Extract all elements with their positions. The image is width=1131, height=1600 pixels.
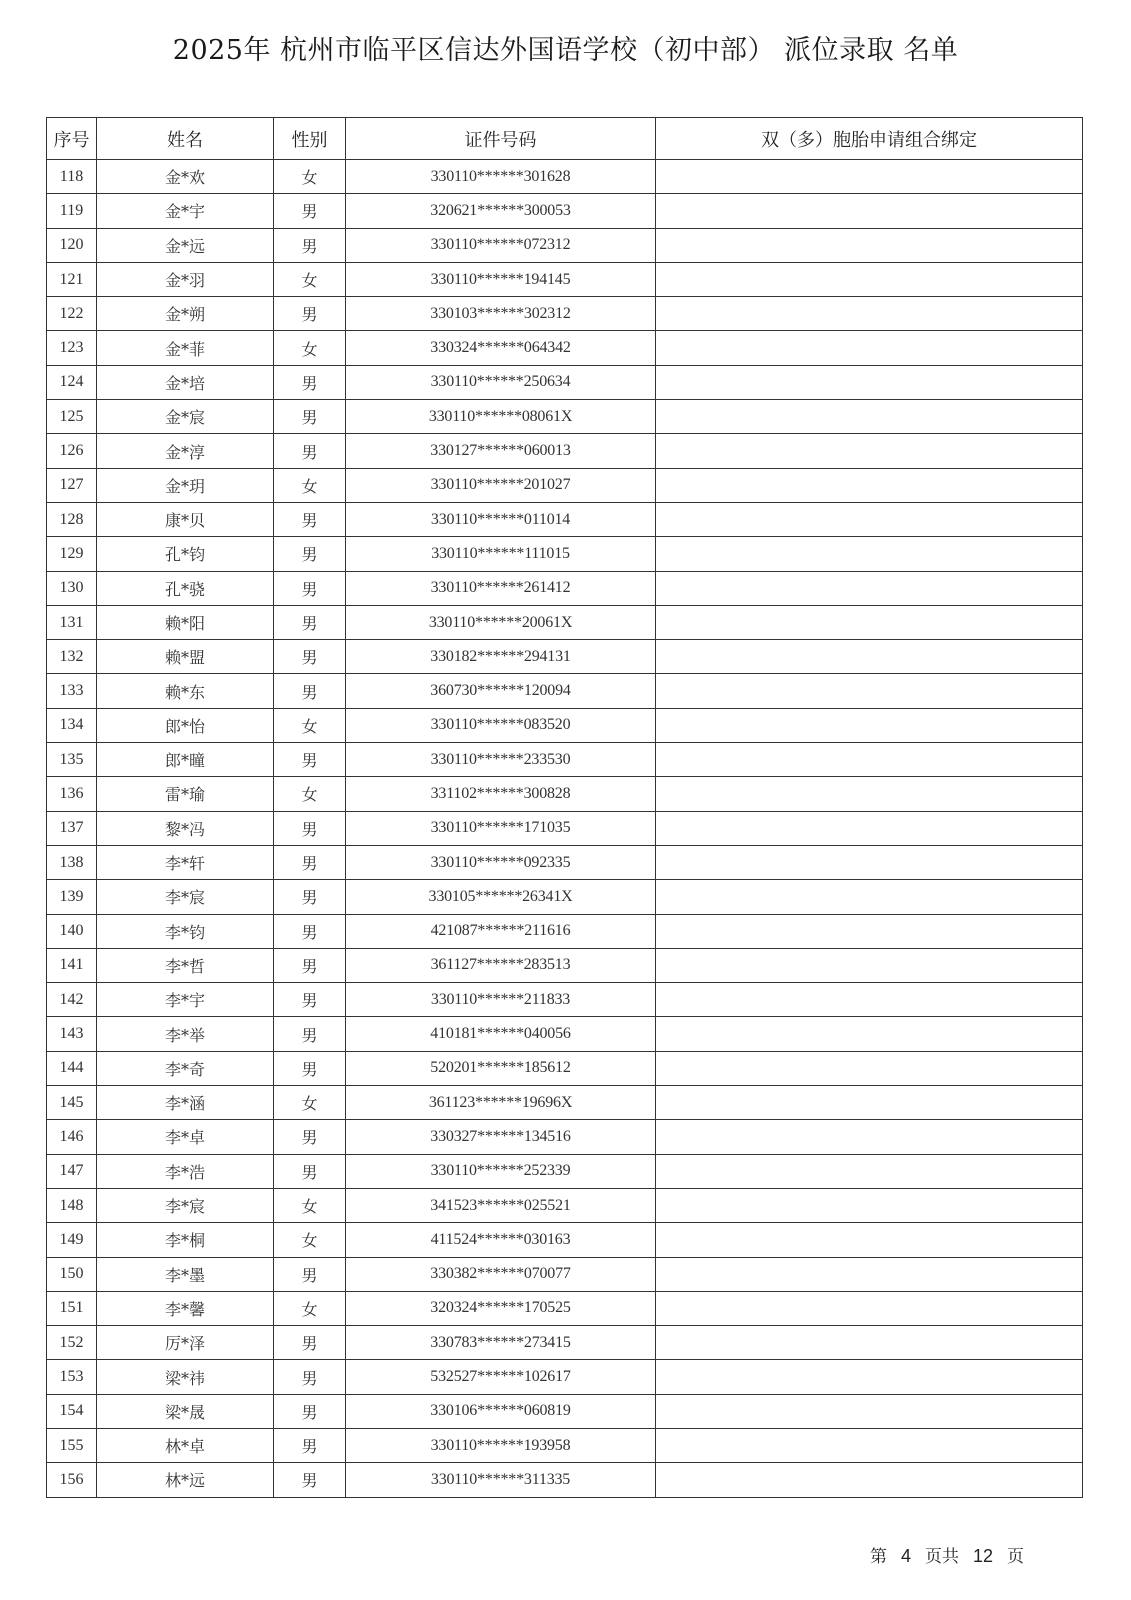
cell-id-number: 330110******08061X [346,400,656,434]
table-row [47,743,1083,777]
cell-gender: 男 [274,194,346,228]
cell-index: 122 [47,297,97,331]
table-row [47,1326,1083,1360]
cell-index: 137 [47,811,97,845]
cell-twins-binding [656,537,1083,571]
cell-name: 孔*钧 [97,537,274,571]
cell-id-number: 330110******201027 [346,468,656,502]
cell-name: 金*菲 [97,331,274,365]
table-row [47,674,1083,708]
cell-twins-binding [656,331,1083,365]
cell-name: 李*宸 [97,880,274,914]
cell-gender: 男 [274,297,346,331]
table-row [47,1051,1083,1085]
cell-name: 李*浩 [97,1154,274,1188]
footer-middle: 页共 [925,1547,960,1567]
cell-gender: 男 [274,983,346,1017]
cell-gender: 女 [274,160,346,194]
cell-gender: 女 [274,708,346,742]
cell-gender: 男 [274,1326,346,1360]
cell-id-number: 330106******060819 [346,1394,656,1428]
cell-id-number: 330127******060013 [346,434,656,468]
footer-prefix: 第 [870,1547,887,1567]
cell-name: 梁*祎 [97,1360,274,1394]
cell-index: 141 [47,948,97,982]
cell-twins-binding [656,880,1083,914]
cell-twins-binding [656,674,1083,708]
table-row [47,1428,1083,1462]
cell-twins-binding [656,948,1083,982]
cell-twins-binding [656,1291,1083,1325]
cell-id-number: 330110******011014 [346,502,656,536]
cell-index: 148 [47,1188,97,1222]
cell-gender: 男 [274,1154,346,1188]
cell-twins-binding [656,228,1083,262]
cell-twins-binding [656,1086,1083,1120]
table-row [47,605,1083,639]
cell-twins-binding [656,1394,1083,1428]
cell-name: 康*贝 [97,502,274,536]
cell-name: 赖*阳 [97,605,274,639]
cell-id-number: 330110******092335 [346,845,656,879]
cell-index: 156 [47,1463,97,1497]
header-index: 序号 [47,118,97,160]
table-row [47,1120,1083,1154]
cell-name: 李*轩 [97,845,274,879]
cell-name: 李*宇 [97,983,274,1017]
cell-twins-binding [656,468,1083,502]
cell-id-number: 330110******252339 [346,1154,656,1188]
cell-twins-binding [656,262,1083,296]
cell-id-number: 330783******273415 [346,1326,656,1360]
cell-id-number: 330110******233530 [346,743,656,777]
cell-twins-binding [656,502,1083,536]
table-row [47,1188,1083,1222]
cell-name: 金*宇 [97,194,274,228]
cell-name: 郎*曈 [97,743,274,777]
cell-id-number: 330110******261412 [346,571,656,605]
cell-gender: 男 [274,1463,346,1497]
cell-id-number: 330182******294131 [346,640,656,674]
table-row [47,434,1083,468]
cell-id-number: 330103******302312 [346,297,656,331]
cell-id-number: 411524******030163 [346,1223,656,1257]
cell-id-number: 330110******111015 [346,537,656,571]
cell-index: 154 [47,1394,97,1428]
cell-id-number: 520201******185612 [346,1051,656,1085]
table-row [47,160,1083,194]
table-row [47,845,1083,879]
cell-index: 118 [47,160,97,194]
cell-name: 金*淳 [97,434,274,468]
cell-gender: 女 [274,1086,346,1120]
cell-twins-binding [656,1223,1083,1257]
cell-index: 145 [47,1086,97,1120]
cell-index: 135 [47,743,97,777]
cell-id-number: 330382******070077 [346,1257,656,1291]
cell-index: 153 [47,1360,97,1394]
page-footer [870,1542,1024,1567]
table-row [47,1463,1083,1497]
table-row [47,948,1083,982]
cell-name: 金*羽 [97,262,274,296]
cell-name: 金*宸 [97,400,274,434]
cell-twins-binding [656,983,1083,1017]
cell-gender: 女 [274,777,346,811]
cell-gender: 男 [274,400,346,434]
cell-index: 131 [47,605,97,639]
cell-gender: 女 [274,1188,346,1222]
cell-index: 151 [47,1291,97,1325]
cell-gender: 男 [274,880,346,914]
cell-twins-binding [656,1188,1083,1222]
cell-name: 李*卓 [97,1120,274,1154]
cell-name: 梁*晟 [97,1394,274,1428]
cell-index: 124 [47,365,97,399]
cell-id-number: 330110******072312 [346,228,656,262]
cell-id-number: 320324******170525 [346,1291,656,1325]
cell-index: 155 [47,1428,97,1462]
cell-twins-binding [656,1463,1083,1497]
cell-name: 李*哲 [97,948,274,982]
cell-name: 李*涵 [97,1086,274,1120]
cell-index: 144 [47,1051,97,1085]
cell-twins-binding [656,1428,1083,1462]
cell-index: 138 [47,845,97,879]
current-page-number: 4 [901,1546,912,1566]
table-row [47,1360,1083,1394]
table-row [47,640,1083,674]
cell-id-number: 330327******134516 [346,1120,656,1154]
cell-name: 林*卓 [97,1428,274,1462]
cell-name: 金*玥 [97,468,274,502]
cell-gender: 男 [274,228,346,262]
cell-id-number: 320621******300053 [346,194,656,228]
admission-table [46,117,1083,1498]
cell-id-number: 331102******300828 [346,777,656,811]
cell-twins-binding [656,1154,1083,1188]
cell-index: 146 [47,1120,97,1154]
cell-gender: 男 [274,743,346,777]
cell-name: 李*墨 [97,1257,274,1291]
cell-index: 150 [47,1257,97,1291]
cell-twins-binding [656,605,1083,639]
cell-index: 126 [47,434,97,468]
cell-name: 黎*冯 [97,811,274,845]
cell-twins-binding [656,777,1083,811]
cell-twins-binding [656,1017,1083,1051]
cell-name: 李*举 [97,1017,274,1051]
cell-index: 140 [47,914,97,948]
cell-twins-binding [656,400,1083,434]
page-title: 2025年 杭州市临平区信达外国语学校（初中部） 派位录取 名单 [172,35,959,66]
cell-gender: 男 [274,1428,346,1462]
table-row [47,1086,1083,1120]
cell-gender: 男 [274,811,346,845]
cell-gender: 男 [274,914,346,948]
table-row [47,262,1083,296]
cell-id-number: 330105******26341X [346,880,656,914]
cell-twins-binding [656,1120,1083,1154]
cell-gender: 男 [274,640,346,674]
cell-gender: 男 [274,537,346,571]
cell-index: 147 [47,1154,97,1188]
cell-gender: 男 [274,1257,346,1291]
cell-twins-binding [656,297,1083,331]
cell-twins-binding [656,811,1083,845]
cell-twins-binding [656,1326,1083,1360]
cell-index: 120 [47,228,97,262]
table-row [47,1223,1083,1257]
table-row [47,777,1083,811]
table-row [47,914,1083,948]
cell-gender: 女 [274,1291,346,1325]
cell-twins-binding [656,845,1083,879]
cell-id-number: 360730******120094 [346,674,656,708]
cell-twins-binding [656,365,1083,399]
cell-gender: 男 [274,948,346,982]
cell-index: 143 [47,1017,97,1051]
cell-name: 雷*瑜 [97,777,274,811]
cell-gender: 女 [274,331,346,365]
cell-index: 134 [47,708,97,742]
table-row [47,1394,1083,1428]
cell-name: 林*远 [97,1463,274,1497]
cell-index: 152 [47,1326,97,1360]
table-row [47,1154,1083,1188]
cell-id-number: 330110******301628 [346,160,656,194]
cell-id-number: 330110******171035 [346,811,656,845]
cell-index: 142 [47,983,97,1017]
cell-gender: 男 [274,571,346,605]
table-row [47,365,1083,399]
cell-id-number: 361127******283513 [346,948,656,982]
header-name: 姓名 [97,118,274,160]
table-body [47,160,1083,1498]
table-row [47,1291,1083,1325]
table-row [47,502,1083,536]
table-row [47,537,1083,571]
cell-gender: 男 [274,674,346,708]
cell-twins-binding [656,1257,1083,1291]
cell-id-number: 330110******20061X [346,605,656,639]
cell-name: 李*钧 [97,914,274,948]
cell-name: 金*朔 [97,297,274,331]
cell-id-number: 410181******040056 [346,1017,656,1051]
cell-twins-binding [656,743,1083,777]
cell-index: 136 [47,777,97,811]
cell-twins-binding [656,640,1083,674]
cell-gender: 女 [274,262,346,296]
cell-twins-binding [656,194,1083,228]
cell-gender: 男 [274,1360,346,1394]
cell-twins-binding [656,914,1083,948]
cell-name: 李*宸 [97,1188,274,1222]
table-row [47,297,1083,331]
header-id-number: 证件号码 [346,118,656,160]
cell-id-number: 361123******19696X [346,1086,656,1120]
cell-gender: 男 [274,1017,346,1051]
cell-index: 132 [47,640,97,674]
cell-index: 133 [47,674,97,708]
table-row [47,880,1083,914]
table-row [47,1257,1083,1291]
cell-twins-binding [656,708,1083,742]
table-row [47,400,1083,434]
cell-name: 郎*怡 [97,708,274,742]
cell-gender: 女 [274,468,346,502]
cell-gender: 男 [274,845,346,879]
table-header-row [47,118,1083,160]
cell-twins-binding [656,434,1083,468]
cell-id-number: 421087******211616 [346,914,656,948]
cell-index: 139 [47,880,97,914]
cell-twins-binding [656,160,1083,194]
cell-id-number: 330110******083520 [346,708,656,742]
cell-id-number: 330324******064342 [346,331,656,365]
cell-name: 厉*泽 [97,1326,274,1360]
footer-suffix: 页 [1007,1547,1025,1567]
table-row [47,228,1083,262]
cell-name: 赖*盟 [97,640,274,674]
cell-name: 孔*骁 [97,571,274,605]
cell-gender: 男 [274,365,346,399]
header-twins-binding: 双（多）胞胎申请组合绑定 [656,118,1083,160]
table-row [47,571,1083,605]
cell-name: 李*馨 [97,1291,274,1325]
cell-index: 125 [47,400,97,434]
cell-index: 127 [47,468,97,502]
cell-index: 130 [47,571,97,605]
cell-gender: 男 [274,1394,346,1428]
cell-twins-binding [656,1360,1083,1394]
cell-index: 119 [47,194,97,228]
table-row [47,1017,1083,1051]
cell-name: 金*远 [97,228,274,262]
cell-name: 李*奇 [97,1051,274,1085]
cell-id-number: 330110******194145 [346,262,656,296]
table-row [47,468,1083,502]
cell-index: 149 [47,1223,97,1257]
cell-id-number: 532527******102617 [346,1360,656,1394]
cell-gender: 男 [274,434,346,468]
cell-id-number: 330110******193958 [346,1428,656,1462]
cell-index: 123 [47,331,97,365]
table-row [47,811,1083,845]
table-row [47,331,1083,365]
cell-id-number: 330110******211833 [346,983,656,1017]
cell-index: 128 [47,502,97,536]
cell-name: 金*培 [97,365,274,399]
cell-twins-binding [656,1051,1083,1085]
cell-index: 121 [47,262,97,296]
cell-gender: 男 [274,605,346,639]
cell-gender: 男 [274,502,346,536]
cell-gender: 女 [274,1223,346,1257]
cell-index: 129 [47,537,97,571]
cell-name: 李*桐 [97,1223,274,1257]
table-row [47,194,1083,228]
total-pages-number: 12 [973,1546,994,1566]
cell-name: 金*欢 [97,160,274,194]
cell-id-number: 341523******025521 [346,1188,656,1222]
table-row [47,983,1083,1017]
cell-id-number: 330110******250634 [346,365,656,399]
header-gender: 性别 [274,118,346,160]
cell-gender: 男 [274,1120,346,1154]
table-row [47,708,1083,742]
cell-name: 赖*东 [97,674,274,708]
cell-id-number: 330110******311335 [346,1463,656,1497]
cell-gender: 男 [274,1051,346,1085]
cell-twins-binding [656,571,1083,605]
